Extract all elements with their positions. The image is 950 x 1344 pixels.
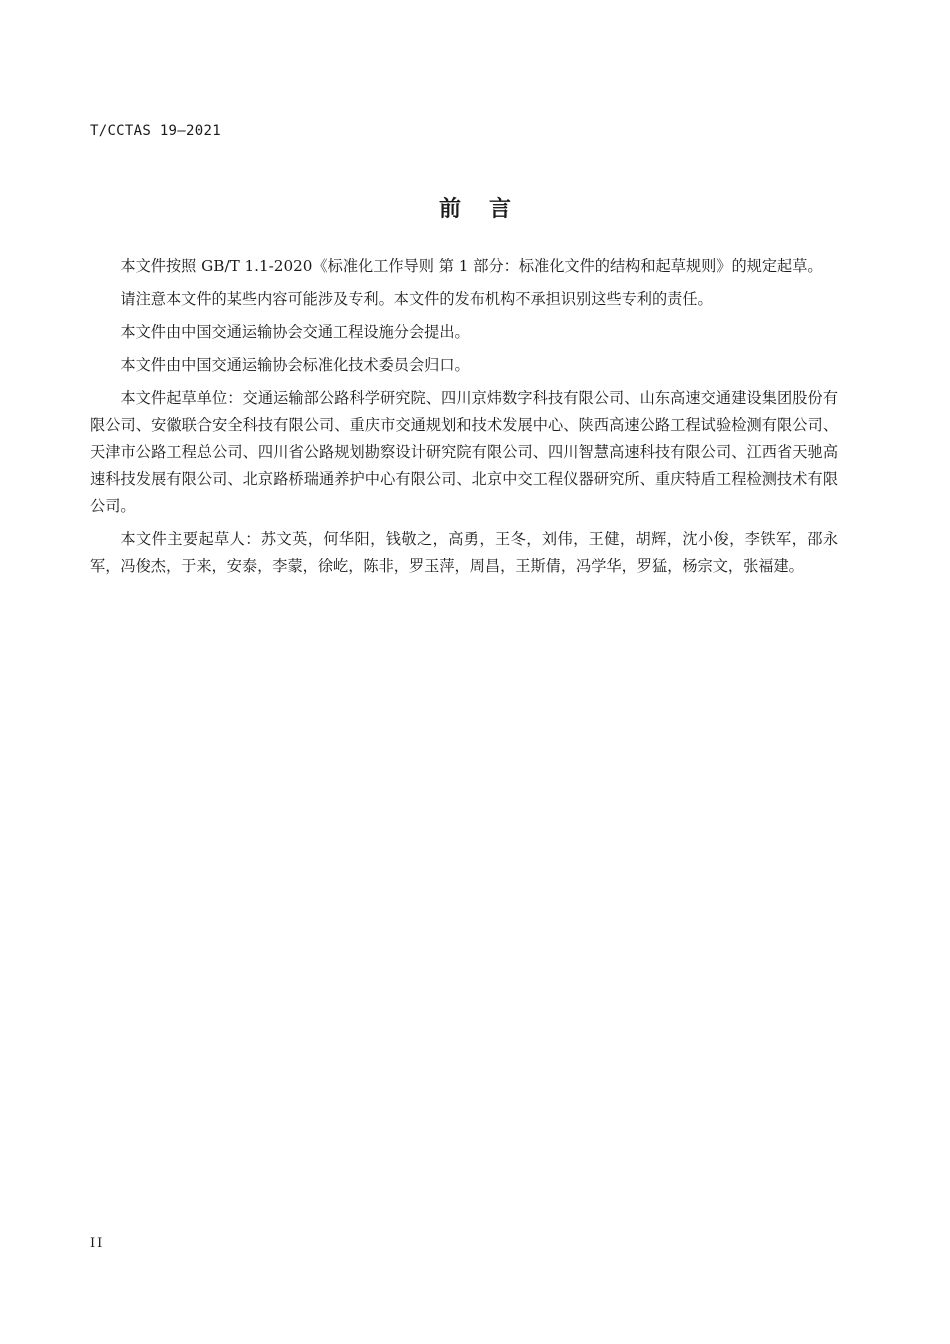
page-title: 前言 [438, 197, 539, 222]
paragraph-drafters: 本文件主要起草人：苏文英，何华阳，钱敬之，高勇，王冬，刘伟，王健，胡辉，沈小俊，李铁军，邵永军，冯俊杰，于来，安泰，李蒙，徐屹，陈非，罗玉萍，周昌，王斯倩，冯学华，罗猛，杨宗文，张福建。 [90, 530, 838, 575]
paragraph-drafting-rules: 本文件按照 GB/T 1.1-2020《标准化工作导则 第 1 部分：标准化文件的结构和起草规则》的规定起草。 [120, 257, 823, 275]
document-code: T/CCTAS 19—2021 [90, 123, 221, 139]
paragraph-administrator: 本文件由中国交通运输协会标准化技术委员会归口。 [120, 356, 470, 374]
page-number: II [90, 1236, 105, 1251]
paragraph-patent-notice: 请注意本文件的某些内容可能涉及专利。本文件的发布机构不承担识别这些专利的责任。 [120, 290, 713, 308]
paragraph-proposer: 本文件由中国交通运输协会交通工程设施分会提出。 [120, 323, 470, 341]
foreword-body [90, 253, 838, 586]
paragraph-drafting-units: 本文件起草单位：交通运输部公路科学研究院、四川京炜数字科技有限公司、山东高速交通建设集团股份有限公司、安徽联合安全科技有限公司、重庆市交通规划和技术发展中心、陕西高速公路工程试验检测有限公司、天津市公路工程总公司、四川省公路规划勘察设计研究院有限公司、四川智慧高速科技有限公司、江西省天驰高速科技发展有限公司、北京路桥瑞通养护中心有限公司、北京中交工程仪器研究所、重庆特盾工程检测技术有限公司。 [90, 389, 838, 515]
